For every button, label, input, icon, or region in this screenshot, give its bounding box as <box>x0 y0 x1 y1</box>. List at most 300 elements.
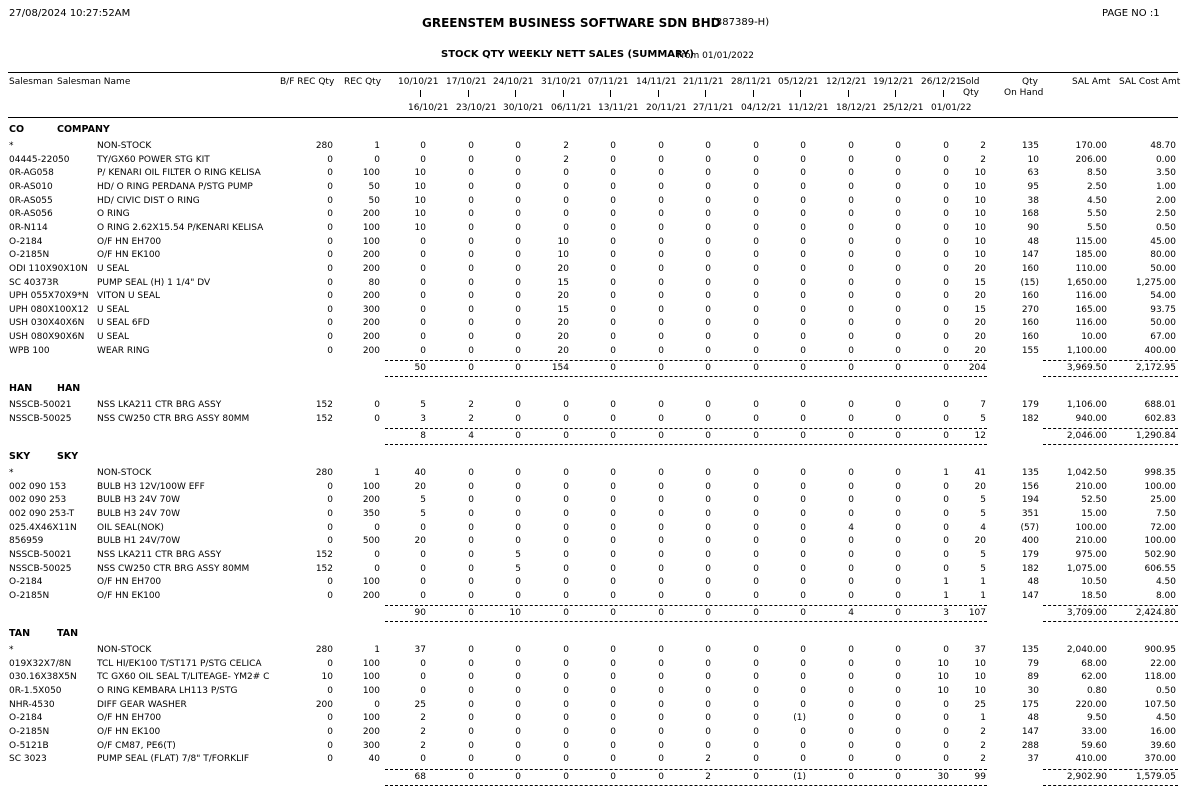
week-qty: 25 <box>414 699 426 710</box>
week-qty: 0 <box>420 332 426 343</box>
week-qty: 0 <box>848 291 854 302</box>
week-qty: 0 <box>705 332 711 343</box>
qty-on-hand: 160 <box>1021 263 1039 274</box>
week-qty: 0 <box>468 209 474 220</box>
item-code: * <box>9 645 14 655</box>
sal-amt: 116.00 <box>1075 318 1107 329</box>
table-row <box>0 264 1188 277</box>
week-qty: 0 <box>610 222 616 233</box>
qty-on-hand: 48 <box>1027 713 1039 724</box>
week-qty: 0 <box>895 754 901 765</box>
table-row <box>0 523 1188 536</box>
item-description: TC GX60 OIL SEAL T/LITEAGE- YM2# C <box>97 672 270 683</box>
total-week-qty: 0 <box>753 363 759 373</box>
week-qty: 0 <box>705 291 711 302</box>
table-row <box>0 141 1188 154</box>
sal-amt: 5.50 <box>1086 209 1107 220</box>
sal-cost-amt: 2.50 <box>1155 209 1176 220</box>
week-qty: 0 <box>753 141 759 151</box>
total-week-qty: 4 <box>848 608 854 618</box>
week-qty: 0 <box>515 413 521 424</box>
table-row <box>0 754 1188 767</box>
week-qty: 0 <box>610 195 616 206</box>
total-week-qty: 0 <box>563 431 569 441</box>
total-sal-cost-amt: 1,579.05 <box>1135 772 1176 782</box>
week-qty: 0 <box>800 154 806 165</box>
week-qty: 0 <box>610 413 616 424</box>
week-qty: 2 <box>563 141 569 151</box>
sal-cost-amt: 602.83 <box>1144 413 1176 424</box>
total-week-qty: 30 <box>937 772 949 782</box>
item-description: BULB H3 12V/100W EFF <box>97 481 205 492</box>
week-qty: 0 <box>515 754 521 765</box>
sal-cost-amt: 93.75 <box>1150 304 1176 315</box>
week-to-date: 20/11/21 <box>646 103 687 113</box>
week-qty: 0 <box>800 577 806 588</box>
total-week-qty: 0 <box>943 363 949 373</box>
item-description: O/F HN EK100 <box>97 590 161 601</box>
item-description: VITON U SEAL <box>97 291 161 302</box>
week-qty: 0 <box>705 304 711 315</box>
item-code: NSSCB-50025 <box>9 413 72 424</box>
week-qty: 0 <box>468 181 474 192</box>
item-description: NON-STOCK <box>97 645 152 655</box>
sold-qty: 1 <box>980 590 986 601</box>
week-qty: 0 <box>658 168 664 179</box>
sold-qty: 20 <box>974 332 986 343</box>
col-sal-amt: SAL Amt <box>1072 77 1111 87</box>
week-qty: 2 <box>420 713 426 724</box>
week-qty: 0 <box>895 154 901 165</box>
sal-amt: 116.00 <box>1075 291 1107 302</box>
week-qty: 0 <box>848 577 854 588</box>
week-qty: 0 <box>753 318 759 329</box>
week-qty: 0 <box>800 222 806 233</box>
total-rule-bottom <box>385 621 987 622</box>
week-qty: 0 <box>658 291 664 302</box>
week-qty: 0 <box>610 699 616 710</box>
week-qty: 0 <box>848 590 854 601</box>
week-qty: 0 <box>658 277 664 288</box>
item-code: 856959 <box>9 536 44 547</box>
week-qty: 0 <box>753 236 759 247</box>
week-qty: 0 <box>753 740 759 751</box>
week-qty: 0 <box>800 468 806 478</box>
week-qty: 0 <box>515 672 521 683</box>
week-from-date: 07/11/21 <box>588 77 629 87</box>
item-description: NSS CW250 CTR BRG ASSY 80MM <box>97 413 250 424</box>
week-qty: 0 <box>420 590 426 601</box>
bf-rec-qty: 0 <box>327 304 333 315</box>
week-qty: 10 <box>937 672 949 683</box>
sold-qty: 10 <box>974 685 986 696</box>
total-week-qty: 0 <box>610 363 616 373</box>
week-qty: 0 <box>800 685 806 696</box>
week-qty: 4 <box>848 522 854 533</box>
week-qty: 10 <box>557 236 569 247</box>
sal-amt: 10.00 <box>1081 332 1107 343</box>
rec-qty: 1 <box>374 141 380 151</box>
week-qty: 0 <box>753 291 759 302</box>
week-qty: 0 <box>943 181 949 192</box>
sold-qty: 20 <box>974 536 986 547</box>
week-qty: 0 <box>753 645 759 655</box>
week-qty: 0 <box>895 181 901 192</box>
item-description: WEAR RING <box>97 345 150 356</box>
week-qty: 10 <box>414 168 426 179</box>
week-qty: 20 <box>557 263 569 274</box>
week-qty: 0 <box>848 413 854 424</box>
week-qty: 0 <box>848 481 854 492</box>
week-qty: 0 <box>800 549 806 560</box>
rec-qty: 200 <box>362 318 380 329</box>
item-description: NSS LKA211 CTR BRG ASSY <box>97 549 222 560</box>
item-code: O-2185N <box>9 590 50 601</box>
week-from-date: 14/11/21 <box>636 77 677 87</box>
week-qty: 0 <box>563 577 569 588</box>
week-qty: 0 <box>848 332 854 343</box>
rec-qty: 50 <box>368 195 380 206</box>
item-description: NSS LKA211 CTR BRG ASSY <box>97 400 222 410</box>
rec-qty: 500 <box>362 536 380 547</box>
week-qty: 0 <box>705 181 711 192</box>
qty-on-hand: 182 <box>1021 413 1039 424</box>
sal-amt: 1,075.00 <box>1066 563 1107 574</box>
total-week-qty: 0 <box>753 608 759 618</box>
week-qty: 0 <box>895 400 901 410</box>
week-qty: 0 <box>848 468 854 478</box>
week-qty: 0 <box>943 318 949 329</box>
sal-amt: 210.00 <box>1075 536 1107 547</box>
week-qty: 0 <box>753 508 759 519</box>
qty-on-hand: 175 <box>1021 699 1039 710</box>
week-qty: 0 <box>468 195 474 206</box>
week-qty: 0 <box>895 481 901 492</box>
qty-on-hand: 10 <box>1027 154 1039 165</box>
week-qty: 0 <box>943 345 949 356</box>
sold-qty: 10 <box>974 195 986 206</box>
sold-qty: 20 <box>974 345 986 356</box>
item-code: SC 40373R <box>9 277 59 288</box>
item-description: O/F CM87, PE6(T) <box>97 740 176 751</box>
week-qty: 0 <box>848 181 854 192</box>
rec-qty: 200 <box>362 332 380 343</box>
week-qty: 0 <box>848 277 854 288</box>
week-qty: 0 <box>705 481 711 492</box>
rec-qty: 0 <box>374 549 380 560</box>
table-row <box>0 727 1188 740</box>
item-description: NON-STOCK <box>97 468 152 478</box>
week-qty: 0 <box>800 699 806 710</box>
qty-on-hand: 48 <box>1027 577 1039 588</box>
week-qty: 0 <box>848 645 854 655</box>
week-qty: 0 <box>705 413 711 424</box>
item-description: U SEAL 6FD <box>97 318 150 329</box>
qty-on-hand: (57) <box>1020 522 1039 533</box>
week-qty: 0 <box>658 468 664 478</box>
bf-rec-qty: 0 <box>327 508 333 519</box>
week-qty: 0 <box>848 195 854 206</box>
total-sal-cost-amt: 2,172.95 <box>1135 363 1176 373</box>
week-qty: 0 <box>468 754 474 765</box>
week-qty: 0 <box>800 332 806 343</box>
week-qty: 20 <box>557 291 569 302</box>
table-row <box>0 713 1188 726</box>
week-qty: 0 <box>705 345 711 356</box>
week-qty: 0 <box>610 577 616 588</box>
week-qty: 0 <box>468 495 474 506</box>
qty-on-hand: 79 <box>1027 658 1039 669</box>
sal-cost-amt: 45.00 <box>1150 236 1176 247</box>
total-rule-amounts-bottom <box>1043 444 1178 445</box>
week-qty: 0 <box>515 522 521 533</box>
week-qty: 0 <box>800 754 806 765</box>
sold-qty: 2 <box>980 754 986 765</box>
rec-qty: 200 <box>362 590 380 601</box>
week-qty: 0 <box>610 250 616 261</box>
week-to-date: 23/10/21 <box>456 103 497 113</box>
week-qty: 0 <box>800 250 806 261</box>
total-week-qty: 0 <box>610 772 616 782</box>
sold-qty: 1 <box>980 577 986 588</box>
week-qty: 0 <box>943 481 949 492</box>
week-to-date: 16/10/21 <box>408 103 449 113</box>
week-qty: 0 <box>420 563 426 574</box>
week-qty: 0 <box>610 713 616 724</box>
week-qty: 0 <box>420 754 426 765</box>
sal-cost-amt: 0.50 <box>1155 222 1176 233</box>
rec-qty: 100 <box>362 168 380 179</box>
week-to-date: 25/12/21 <box>883 103 924 113</box>
total-week-qty: 0 <box>658 608 664 618</box>
week-qty: 0 <box>943 508 949 519</box>
week-qty: 0 <box>515 318 521 329</box>
week-qty: 0 <box>610 332 616 343</box>
bf-rec-qty: 0 <box>327 250 333 261</box>
bf-rec-qty: 0 <box>327 726 333 737</box>
table-row <box>0 468 1188 481</box>
week-qty: 0 <box>658 508 664 519</box>
week-qty: 0 <box>610 726 616 737</box>
week-range-tick <box>705 90 706 97</box>
total-sal-amt: 2,902.90 <box>1066 772 1107 782</box>
item-description: DIFF GEAR WASHER <box>97 699 187 710</box>
week-qty: 0 <box>895 563 901 574</box>
week-from-date: 17/10/21 <box>446 77 487 87</box>
qty-on-hand: 288 <box>1021 740 1039 751</box>
week-qty: 0 <box>705 685 711 696</box>
total-rule-bottom <box>385 444 987 445</box>
week-qty: 0 <box>848 154 854 165</box>
bf-rec-qty: 280 <box>315 468 333 478</box>
week-qty: 0 <box>658 332 664 343</box>
week-qty: 0 <box>800 318 806 329</box>
week-qty: 0 <box>610 304 616 315</box>
table-row <box>0 237 1188 250</box>
total-sold-qty: 99 <box>974 772 986 782</box>
week-qty: 0 <box>515 577 521 588</box>
week-qty: 0 <box>848 672 854 683</box>
week-qty: 0 <box>895 304 901 315</box>
week-qty: 0 <box>943 209 949 220</box>
week-qty: 0 <box>848 658 854 669</box>
week-qty: 0 <box>420 672 426 683</box>
bf-rec-qty: 0 <box>327 154 333 165</box>
week-from-date: 19/12/21 <box>873 77 914 87</box>
qty-on-hand: 179 <box>1021 400 1039 410</box>
week-qty: 0 <box>658 590 664 601</box>
item-description: O RING 2.62X15.54 P/KENARI KELISA <box>97 222 264 233</box>
rec-qty: 100 <box>362 577 380 588</box>
week-qty: 0 <box>848 222 854 233</box>
week-qty: 0 <box>468 577 474 588</box>
sal-amt: 975.00 <box>1075 549 1107 560</box>
week-qty: 0 <box>705 522 711 533</box>
sal-cost-amt: 1.00 <box>1155 181 1176 192</box>
week-qty: 0 <box>895 685 901 696</box>
total-rule <box>385 428 987 429</box>
total-week-qty: 3 <box>943 608 949 618</box>
sal-amt: 68.00 <box>1081 658 1107 669</box>
total-rule-amounts-bottom <box>1043 785 1178 786</box>
week-qty: 0 <box>658 726 664 737</box>
week-range-tick <box>753 90 754 97</box>
table-row <box>0 591 1188 604</box>
sal-cost-amt: 370.00 <box>1144 754 1176 765</box>
week-qty: 0 <box>563 522 569 533</box>
week-qty: 0 <box>658 195 664 206</box>
week-qty: 0 <box>895 536 901 547</box>
week-qty: 0 <box>515 481 521 492</box>
week-qty: 0 <box>658 250 664 261</box>
col-sold-qty-1: Sold <box>960 77 980 87</box>
week-qty: 0 <box>705 590 711 601</box>
week-qty: 0 <box>848 740 854 751</box>
week-qty: 0 <box>515 495 521 506</box>
week-qty: 40 <box>414 468 426 478</box>
week-qty: 0 <box>848 209 854 220</box>
week-qty: 0 <box>515 168 521 179</box>
qty-on-hand: 90 <box>1027 222 1039 233</box>
week-qty: 0 <box>753 277 759 288</box>
sold-qty: 5 <box>980 563 986 574</box>
week-qty: 0 <box>610 522 616 533</box>
sal-cost-amt: 4.50 <box>1155 577 1176 588</box>
week-qty: 0 <box>800 236 806 247</box>
week-qty: 0 <box>468 658 474 669</box>
report-datetime: 27/08/2024 10:27:52AM <box>9 8 131 19</box>
week-qty: 0 <box>468 345 474 356</box>
item-description: O/F HN EH700 <box>97 236 162 247</box>
table-row <box>0 645 1188 658</box>
total-week-qty: 0 <box>515 363 521 373</box>
total-sal-cost-amt: 1,290.84 <box>1135 431 1176 441</box>
sal-amt: 220.00 <box>1075 699 1107 710</box>
item-description: HD/ O RING PERDANA P/STG PUMP <box>97 181 253 192</box>
week-qty: 0 <box>943 536 949 547</box>
bf-rec-qty: 0 <box>327 685 333 696</box>
week-qty: 0 <box>848 400 854 410</box>
sold-qty: 5 <box>980 495 986 506</box>
sold-qty: 5 <box>980 549 986 560</box>
qty-on-hand: 147 <box>1021 590 1039 601</box>
item-code: USH 030X40X6N <box>9 318 85 329</box>
total-week-qty: 0 <box>705 431 711 441</box>
week-qty: 0 <box>848 304 854 315</box>
qty-on-hand: 160 <box>1021 332 1039 343</box>
week-qty: 0 <box>515 726 521 737</box>
sold-qty: 10 <box>974 672 986 683</box>
table-row <box>0 400 1188 413</box>
week-qty: 0 <box>753 563 759 574</box>
sal-cost-amt: 50.00 <box>1150 318 1176 329</box>
week-qty: 0 <box>705 222 711 233</box>
total-week-qty: 68 <box>414 772 426 782</box>
week-qty: 0 <box>800 563 806 574</box>
week-qty: 0 <box>895 522 901 533</box>
item-code: * <box>9 141 14 151</box>
bf-rec-qty: 10 <box>321 672 333 683</box>
sold-qty: 20 <box>974 291 986 302</box>
page-number: PAGE NO :1 <box>1102 8 1160 19</box>
week-qty: 0 <box>753 195 759 206</box>
table-row <box>0 278 1188 291</box>
week-qty: 0 <box>563 195 569 206</box>
qty-on-hand: 48 <box>1027 236 1039 247</box>
week-qty: 0 <box>468 318 474 329</box>
rec-qty: 0 <box>374 154 380 165</box>
week-qty: 0 <box>610 141 616 151</box>
sal-amt: 33.00 <box>1081 726 1107 737</box>
qty-on-hand: 194 <box>1021 495 1039 506</box>
week-qty: 0 <box>610 754 616 765</box>
week-qty: 5 <box>420 495 426 506</box>
week-qty: 0 <box>468 740 474 751</box>
rec-qty: 50 <box>368 181 380 192</box>
week-qty: 0 <box>610 291 616 302</box>
bf-rec-qty: 0 <box>327 168 333 179</box>
total-week-qty: 0 <box>515 431 521 441</box>
week-to-date: 30/10/21 <box>503 103 544 113</box>
week-qty: 0 <box>658 577 664 588</box>
total-week-qty: 0 <box>848 431 854 441</box>
sal-cost-amt: 72.00 <box>1150 522 1176 533</box>
item-description: TCL HI/EK100 T/ST171 P/STG CELICA <box>97 658 262 669</box>
week-qty: 0 <box>515 685 521 696</box>
sal-cost-amt: 4.50 <box>1155 713 1176 724</box>
rec-qty: 100 <box>362 672 380 683</box>
sold-qty: 10 <box>974 168 986 179</box>
week-qty: 0 <box>800 277 806 288</box>
week-qty: 0 <box>658 181 664 192</box>
table-row <box>0 332 1188 345</box>
week-qty: 0 <box>563 754 569 765</box>
total-week-qty: 0 <box>563 772 569 782</box>
qty-on-hand: 89 <box>1027 672 1039 683</box>
sal-amt: 1,106.00 <box>1066 400 1107 410</box>
week-qty: 0 <box>848 318 854 329</box>
sal-amt: 115.00 <box>1075 236 1107 247</box>
week-qty: 0 <box>848 236 854 247</box>
total-rule <box>385 605 987 606</box>
rec-qty: 0 <box>374 522 380 533</box>
week-qty: 0 <box>895 209 901 220</box>
week-qty: 0 <box>610 563 616 574</box>
week-qty: 0 <box>610 263 616 274</box>
table-row <box>0 672 1188 685</box>
bf-rec-qty: 152 <box>315 549 333 560</box>
rec-qty: 0 <box>374 563 380 574</box>
